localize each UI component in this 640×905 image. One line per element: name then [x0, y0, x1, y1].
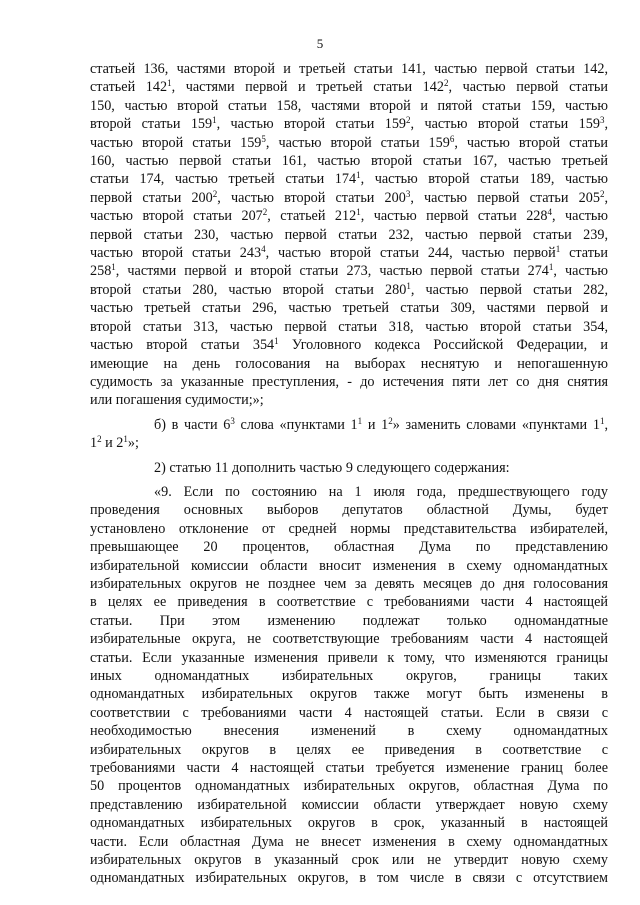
- superscript: 4: [547, 207, 552, 218]
- text-line: второй статьи $159^1$, частью второй статьи $159^2$, частью второй статьи $159^3$,: [90, 115, 608, 133]
- superscript: 1: [548, 262, 554, 273]
- superscript: 2: [599, 188, 605, 199]
- text-line: соответствии с требованиями части 4 настоящей статьи. Если в связи с: [90, 704, 608, 721]
- text-line: представлению избирательной комиссии области утверждает новую схему: [90, 796, 608, 813]
- text-line: иных одномандатных избирательных округов, границы таких: [90, 668, 608, 684]
- text-line: статьей $142^1$, частями первой и третьей статьи $142^2$, частью первой статьи: [90, 78, 608, 96]
- superscript: 1: [123, 434, 128, 445]
- superscript: 1: [357, 415, 363, 426]
- text-line: 150, частью второй статьи 158, частями второй и пятой статьи 159, частью: [90, 97, 608, 114]
- superscript: 1: [406, 280, 411, 291]
- text-line: одномандатных избирательных округов в срок, указанный в настоящей: [90, 815, 608, 832]
- text-line: частью второй статьи $243^4$, частью второй статьи 244, частью первой$^1$ статьи: [90, 244, 608, 262]
- text-line: 2) статью 11 дополнить частью 9 следующего содержания:: [154, 459, 510, 476]
- text-line: частью второй статьи $207^2$, статьей $212^1$, частью первой статьи $228^4$, частью: [90, 207, 609, 225]
- text-line: установлено отклонение от средней нормы представительства избирателей,: [90, 520, 608, 537]
- text-line: «9. Если по состоянию на 1 июля года, предшествующего году: [154, 483, 608, 500]
- text-line: превышающее 20 процентов, областная Дума по представлению: [90, 539, 608, 556]
- text-line: статьей 136, частями второй и третьей статьи 141, частью первой статьи 142,: [90, 61, 608, 77]
- page-number: 5: [316, 36, 324, 51]
- text-line: одномандатных избирательных округов, в том числе в связи с отсутствием: [90, 870, 608, 887]
- text-line: избирательных округов в указанный срок или не утвердит новую схему: [90, 852, 608, 869]
- text-line: 160, частью первой статьи 161, частью второй статьи 167, частью третьей: [90, 153, 608, 170]
- superscript: 1: [167, 78, 172, 89]
- text-line: статьи. При этом изменению подлежат только одномандатные: [90, 612, 608, 629]
- text-line: частью второй статьи $159^5$, частью второй статьи $159^6$, частью второй статьи: [90, 133, 608, 151]
- superscript: 1: [212, 115, 217, 126]
- text-line: части. Если областная Дума не внесет изменения в схему одномандатных: [90, 833, 608, 850]
- text-line: $1^2$ и $2^1$»;: [90, 434, 139, 452]
- text-line: избирательных округов не позднее чем за девять месяцев до дня голосования: [90, 575, 608, 592]
- text-line: статьи 174, частью третьей статьи $174^1$, частью второй статьи 189, частью: [90, 170, 608, 188]
- text-line: второй статьи 280, частью второй статьи $280^1$, частью первой статьи 282,: [90, 280, 608, 298]
- text-line: частью второй статьи $354^1$ Уголовного кодекса Российской Федерации, и: [90, 336, 608, 354]
- superscript: 2: [212, 188, 218, 199]
- superscript: 1: [555, 244, 561, 255]
- superscript: 1: [356, 207, 361, 218]
- superscript: 1: [599, 415, 605, 426]
- superscript: 2: [97, 434, 102, 445]
- superscript: 3: [405, 188, 411, 199]
- text-line: 50 процентов одномандатных избирательных округов, областная Дума по: [90, 778, 608, 795]
- text-line: требованиями части 4 настоящей статьи требуется изменение границ более: [90, 760, 608, 777]
- superscript: 2: [406, 115, 411, 126]
- text-line: судимость за указанные преступления, - до истечения пяти лет со дня снятия: [90, 373, 608, 390]
- text-line: избирательной комиссии области вносит изменения в схему одномандатных: [90, 557, 608, 574]
- text-line: $258^1$, частями первой и второй статьи 273, частью первой статьи $274^1$, частью: [90, 262, 609, 280]
- text-line: первой статьи 230, частью первой статьи 232, частью первой статьи 239,: [90, 226, 608, 243]
- text-line: проведения основных выборов депутатов областной Думы, будет: [90, 502, 608, 519]
- text-line: избирательных округов в целях ее приведения в соответствие с: [90, 741, 608, 758]
- text-line: необходимостью внесения изменений в схему одномандатных: [90, 723, 608, 740]
- superscript: 1: [274, 336, 279, 347]
- superscript: 2: [443, 78, 449, 89]
- text-line: избирательные округа, не соответствующие требованиям части 4 настоящей: [90, 631, 608, 648]
- text-line: в целях ее приведения в соответствие с требованиями части 4 настоящей: [90, 594, 608, 611]
- superscript: 3: [230, 415, 235, 426]
- superscript: 5: [261, 133, 266, 144]
- text-line: имеющие на день голосования на выборах неснятую и непогашенную: [90, 355, 608, 372]
- superscript: 4: [261, 244, 266, 255]
- superscript: 1: [356, 170, 361, 181]
- superscript: 3: [599, 115, 605, 126]
- text-line: частью третьей статьи 296, частью третьей статьи 309, частями первой и: [90, 300, 608, 317]
- text-line: б) в части $6^3$ слова «пунктами $1^1$ и $1^2$» заменить словами «пунктами $1^1$,: [154, 415, 608, 433]
- text-line: или погашения судимости;»;: [90, 392, 264, 409]
- text-line: одномандатных избирательных округов также могут быть изменены в: [90, 686, 608, 703]
- superscript: 1: [111, 262, 116, 273]
- superscript: 6: [449, 133, 455, 144]
- superscript: 2: [388, 415, 393, 426]
- text-line: второй статьи 313, частью первой статьи 318, частью второй статьи 354,: [90, 318, 608, 335]
- body-text: [90, 60, 608, 888]
- text-line: статьи. Если указанные изменения привели к тому, что изменяются границы: [90, 649, 608, 666]
- text-line: первой статьи $200^2$, частью второй статьи $200^3$, частью первой статьи $205^2$,: [90, 188, 608, 206]
- superscript: 2: [262, 207, 268, 218]
